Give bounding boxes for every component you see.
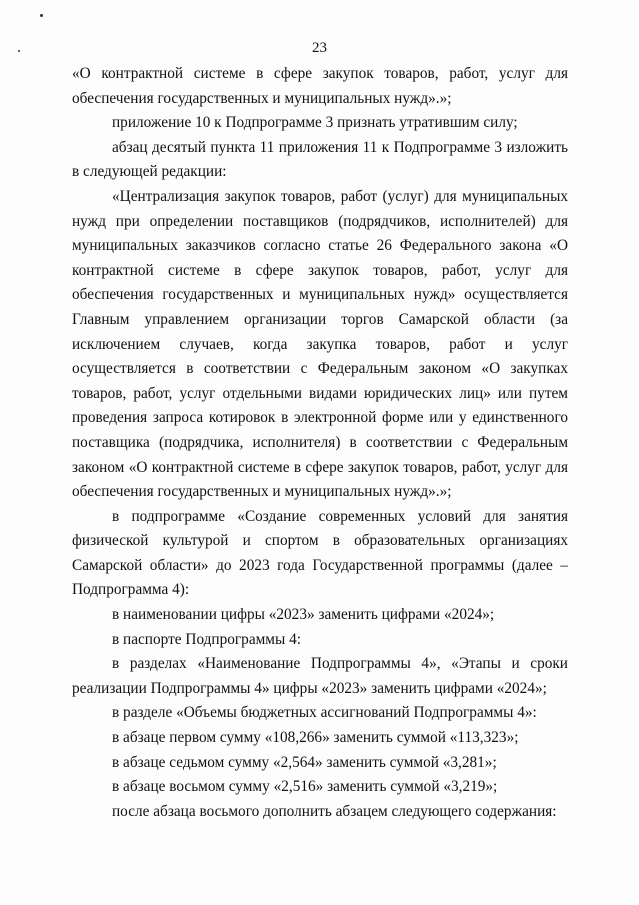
paragraph: приложение 10 к Подпрограмме 3 признать утратившим силу; [112,114,518,132]
paragraph: в разделах «Наименование Подпрограммы 4», «Этапы и сроки реализации Подпрограммы 4» цифры «2023» заменить цифрами «2024»; [72,655,568,697]
paragraph: в разделе «Объемы бюджетных ассигнований Подпрограммы 4»: [112,704,537,722]
paragraph: «Централизация закупок товаров, работ (услуг) для муниципальных нужд при определении поставщиков (подрядчиков, исполнителей) для муниципальных заказчиков согласно статье 26 Федерального закона «О контрактной системе в сфере закупок товаров, работ, услуг для обеспечения государственных и муниципальных нужд» осуществляется Главным управлением организации торгов Самарской области (за исключением случаев, когда закупка товаров, работ и услуг осуществляется в соответствии с Федеральным законом «О закупках товаров, работ, услуг отдельными видами юридических лиц» или путем проведения запроса котировок в электронной форме или у единственного поставщика (подрядчика, исполнителя) в соответствии с Федеральным законом «О контрактной системе в сфере закупок товаров, работ, услуг для обеспечения государственных и муниципальных нужд».»; [72,187,568,501]
document-body [72,62,568,824]
paragraph: в наименовании цифры «2023» заменить цифрами «2024»; [112,606,495,624]
paragraph: после абзаца восьмого дополнить абзацем следующего содержания: [112,802,557,820]
paragraph: в подпрограмме «Создание современных условий для занятия физической культурой и спортом в образовательных организациях Самарской области» до 2023 года Государственной программы (далее – Подпрограмма 4): [72,507,568,599]
paragraph: в абзаце восьмом сумму «2,516» заменить суммой «3,219»; [112,778,498,796]
page-number: 23 [312,40,327,56]
paragraph: абзац десятый пункта 11 приложения 11 к Подпрограмме 3 изложить в следующей редакции: [72,138,568,181]
paragraph: в паспорте Подпрограммы 4: [112,630,301,648]
paragraph: «О контрактной системе в сфере закупок товаров, работ, услуг для обеспечения государственных и муниципальных нужд».»; [72,65,568,107]
paragraph: в абзаце первом сумму «108,266» заменить суммой «113,323»; [112,729,519,747]
scan-artifact [40,14,43,17]
paragraph: в абзаце седьмом сумму «2,564» заменить суммой «3,281»; [112,753,497,771]
